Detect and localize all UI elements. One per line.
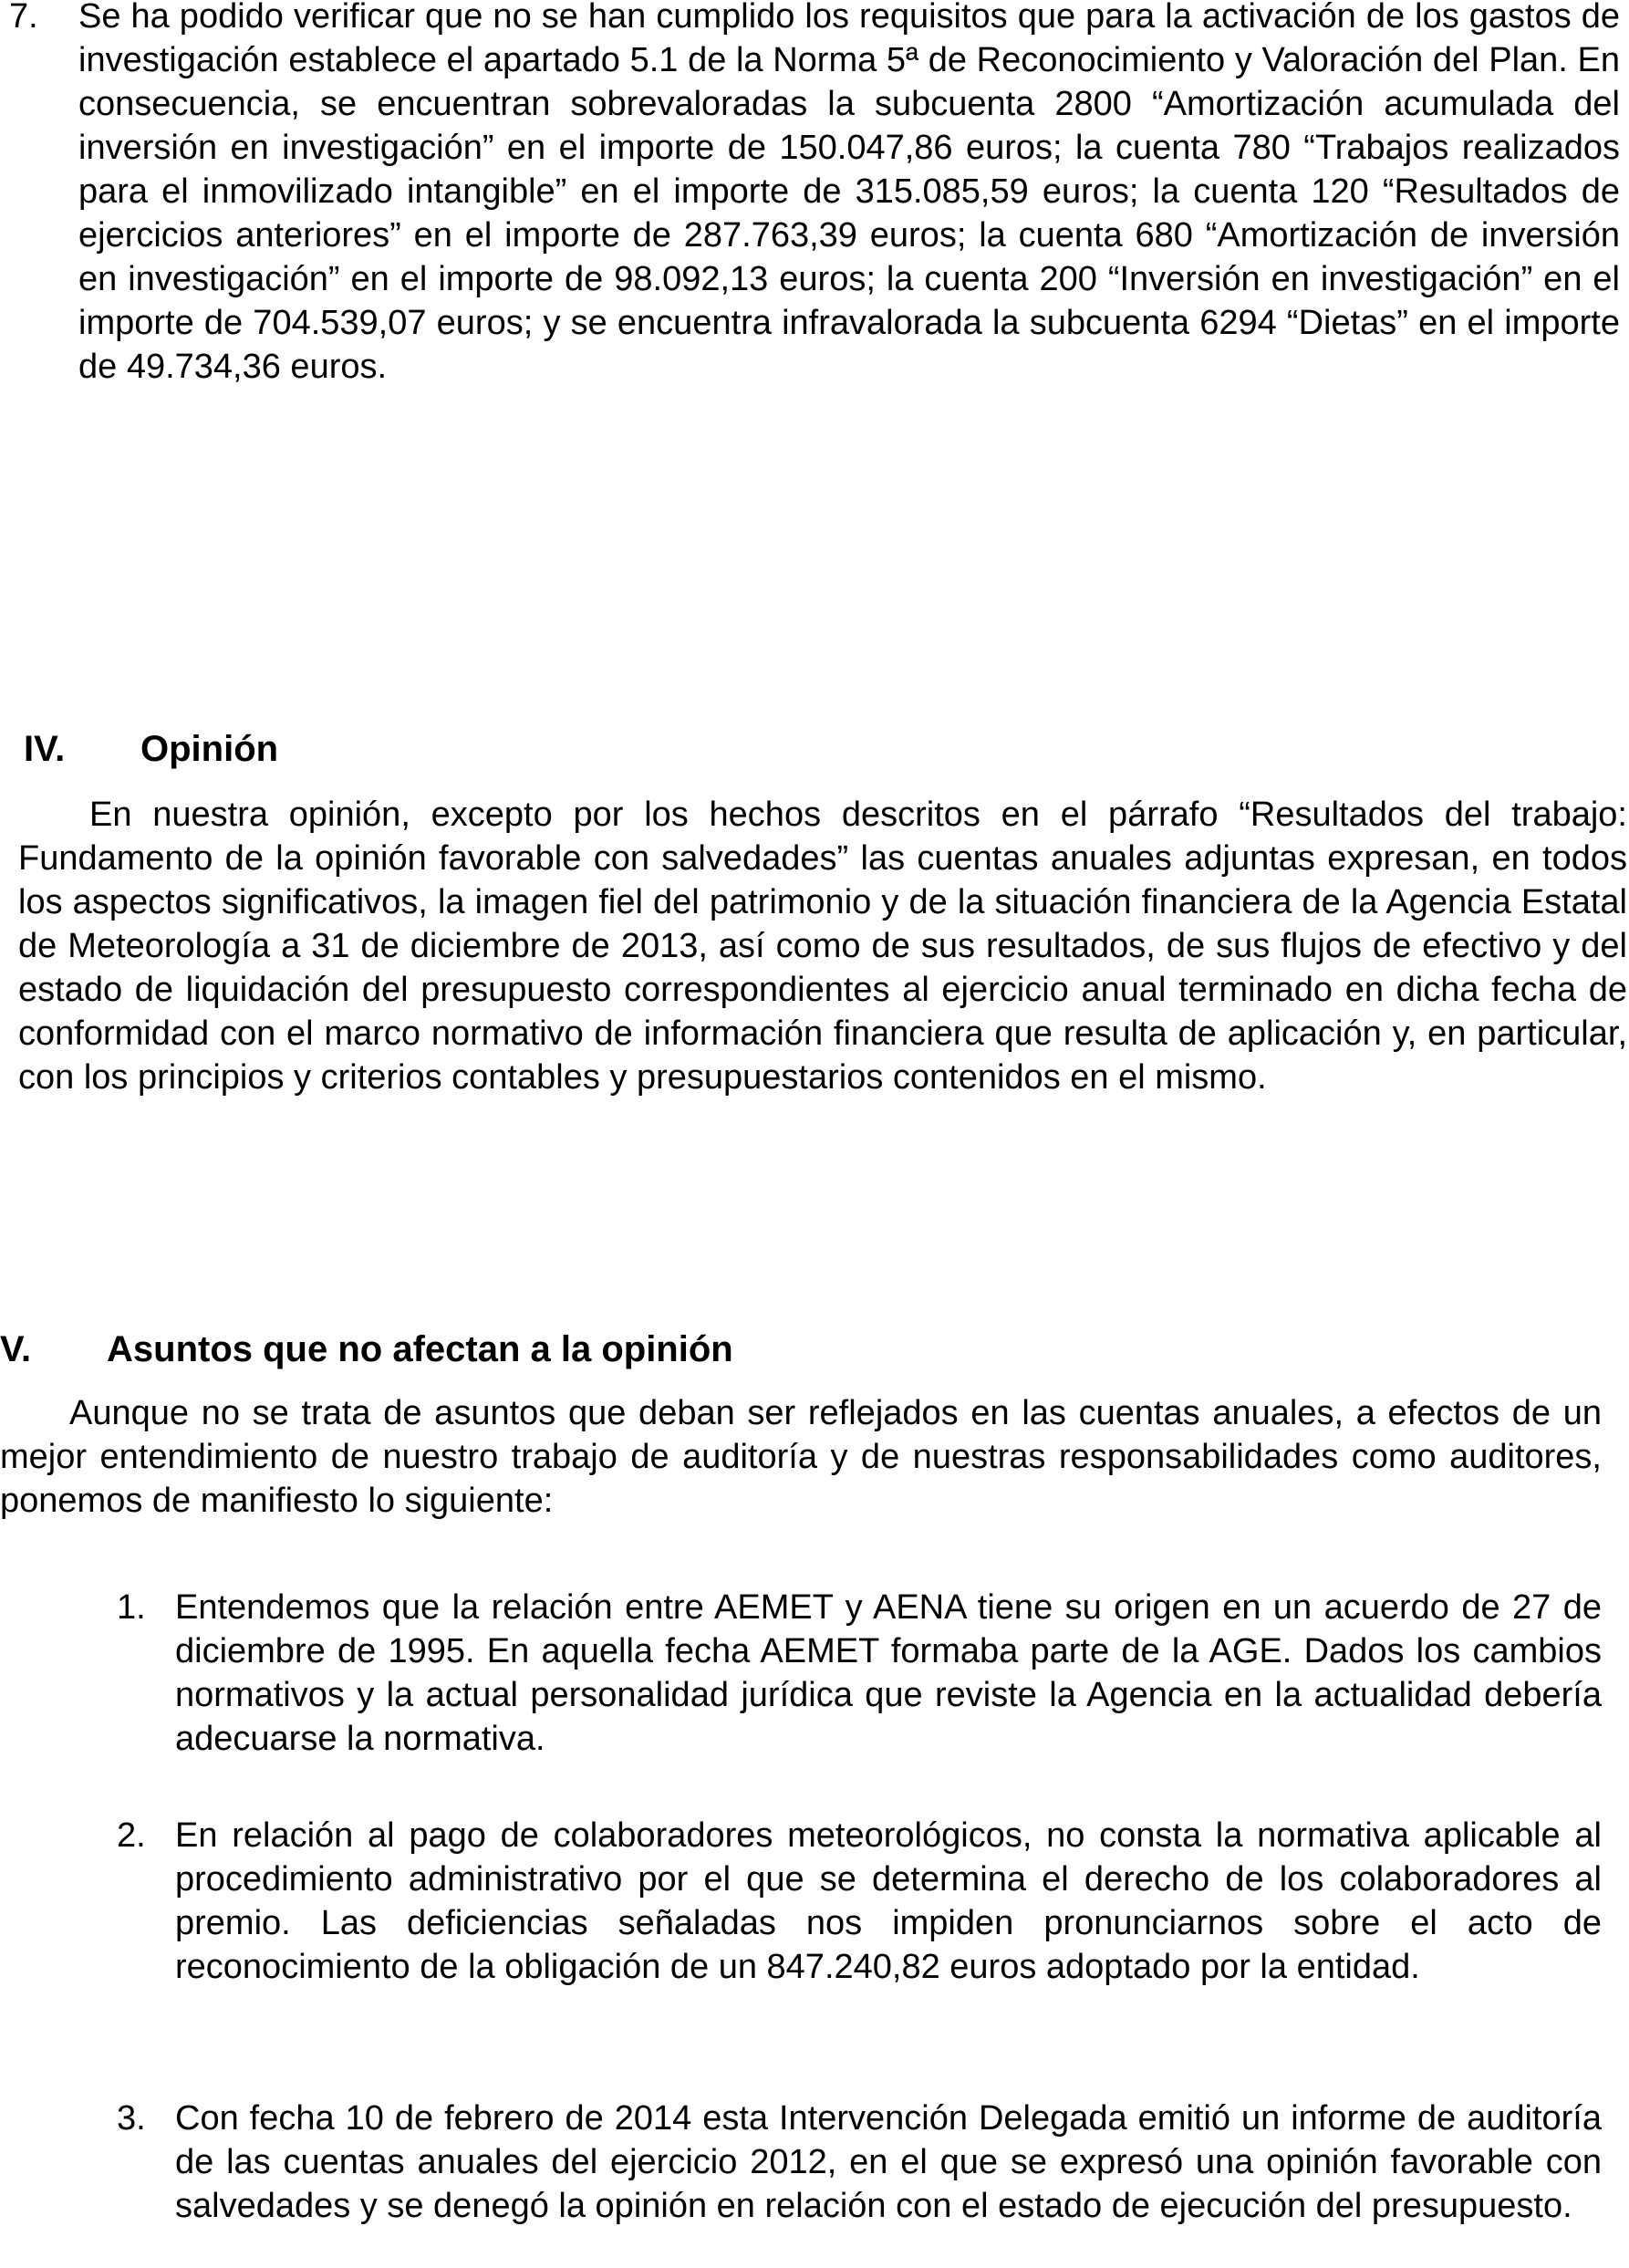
section-v-heading xyxy=(0,1327,733,1371)
list-item-2-text: En relación al pago de colaboradores meteorológicos, no consta la normativa aplicable al procedimiento administrativo por el que se determina el derecho de los colaboradores al premio. Las deficiencias señaladas nos impiden pronunciarnos sobre el acto de reconocimiento de la obligación de un 847.240,82 euros adoptado por la entidad. xyxy=(175,1816,1602,1986)
section-iv-number: IV. xyxy=(24,729,66,769)
section-v-title: Asuntos que no afectan a la opinión xyxy=(107,1329,733,1369)
list-item-3-text: Con fecha 10 de febrero de 2014 esta Intervención Delegada emitió un informe de auditoría de las cuentas anuales del ejercicio 2012, en el que se expresó una opinión favorable con salvedades y se denegó la opinión en relación con el estado de ejecución del presupuesto. xyxy=(175,2099,1602,2225)
section-iv-title: Opinión xyxy=(140,729,279,769)
item-7-text: Se ha podido verificar que no se han cumplido los requisitos que para la activación de los gastos de investigación establece el apartado 5.1 de la Norma 5ª de Reconocimiento y Valoración del Plan. En consecuencia, se encuentran sobrevaloradas la subcuenta 2800 “Amortización acumulada del inversión en investigación” en el importe de 150.047,86 euros; la cuenta 780 “Trabajos realizados para el inmovilizado intangible” en el importe de 315.085,59 euros; la cuenta 120 “Resultados de ejercicios anteriores” en el importe de 287.763,39 euros; la cuenta 680 “Amortización de inversión en investigación” en el importe de 98.092,13 euros; la cuenta 200 “Inversión en investigación” en el importe de 704.539,07 euros; y se encuentra infravalorada la subcuenta 6294 “Dietas” en el importe de 49.734,36 euros. xyxy=(78,0,1620,386)
section-iv-heading xyxy=(24,727,279,771)
list-item-2-number: 2. xyxy=(117,1816,146,1855)
list-item-1-number: 1. xyxy=(117,1588,146,1627)
list-item-3-number: 3. xyxy=(117,2099,146,2138)
item-7-number: 7. xyxy=(9,0,38,36)
opinion-paragraph: En nuestra opinión, excepto por los hechos descritos en el párrafo “Resultados del trabajo: Fundamento de la opinión favorable con salvedades” las cuentas anuales adjuntas expresan, en todos los aspectos significativos, la imagen fiel del patrimonio y de la situación financiera de la Agencia Estatal de Meteorología a 31 de diciembre de 2013, así como de sus resultados, de sus flujos de efectivo y del estado de liquidación del presupuesto correspondientes al ejercicio anual terminado en dicha fecha de conformidad con el marco normativo de información financiera que resulta de aplicación y, en particular, con los principios y criterios contables y presupuestarios contenidos en el mismo. xyxy=(18,796,1627,1097)
section-v-number: V. xyxy=(0,1329,32,1369)
section-v-intro: Aunque no se trata de asuntos que deban ser reflejados en las cuentas anuales, a efectos de un mejor entendimiento de nuestro trabajo de auditoría y de nuestras responsabilidades como auditores, ponemos de manifiesto lo siguiente: xyxy=(0,1394,1602,1520)
list-item-1-text: Entendemos que la relación entre AEMET y AENA tiene su origen en un acuerdo de 27 de diciembre de 1995. En aquella fecha AEMET formaba parte de la AGE. Dados los cambios normativos y la actual personalidad jurídica que reviste la Agencia en la actualidad debería adecuarse la normativa. xyxy=(175,1588,1602,1758)
